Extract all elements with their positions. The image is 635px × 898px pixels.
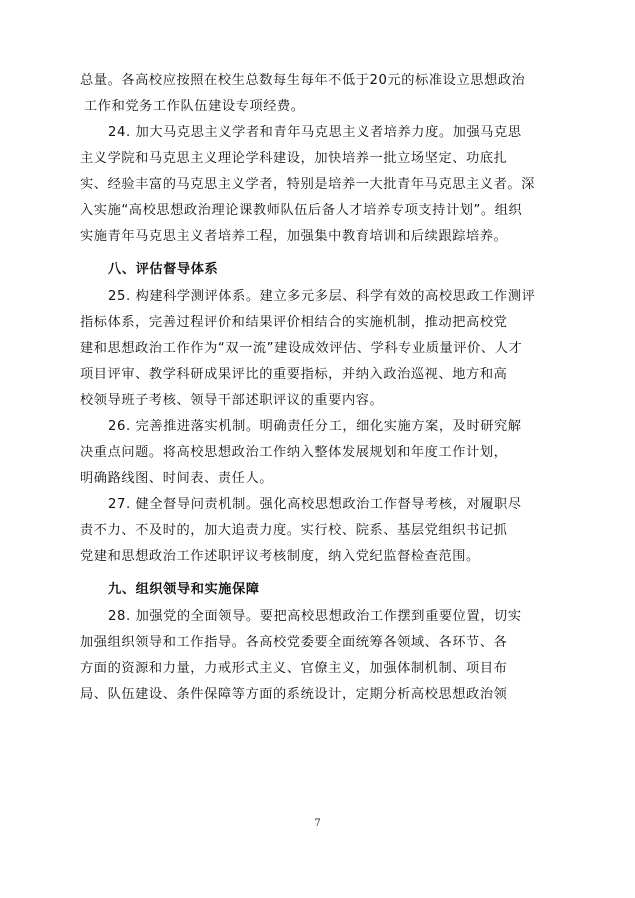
section-heading-evaluation: 八、评估督导体系 <box>108 262 219 277</box>
text-line: 校领导班子考核、领导干部述职评议的重要内容。 <box>80 393 384 408</box>
text-line: 主义学院和马克思主义理论学科建设，加快培养一批立场坚定、功底扎 <box>80 151 508 166</box>
text-line: 实、经验丰富的马克思主义学者，特别是培养一大批青年马克思主义者。深 <box>80 177 535 192</box>
text-line: 党建和思想政治工作述职评议考核制度，纳入党纪监督检查范围。 <box>80 549 480 564</box>
text-line: 28. 加强党的全面领导。要把高校思想政治工作摆到重要位置，切实 <box>108 609 522 624</box>
text-line: 27. 健全督导问责机制。强化高校思想政治工作督导考核，对履职尽 <box>108 497 522 512</box>
text-line: 建和思想政治工作作为“双一流”建设成效评估、学科专业质量评价、人才 <box>80 341 523 356</box>
text-line: 责不力、不及时的，加大追责力度。实行校、院系、基层党组织书记抓 <box>80 523 508 538</box>
text-line: 加强组织领导和工作指导。各高校党委要全面统筹各领域、各环节、各 <box>80 635 508 650</box>
paragraph-funding <box>80 68 550 120</box>
text-line: 入实施“高校思想政治理论课教师队伍后备人才培养专项支持计划”。组织 <box>80 203 523 218</box>
text-line: 26. 完善推进落实机制。明确责任分工，细化实施方案，及时研究解 <box>108 419 522 434</box>
paragraph-28 <box>80 604 550 708</box>
text-line: 项目评审、教学科研成果评比的重要指标，并纳入政治巡视、地方和高 <box>80 367 508 382</box>
text-line: 总量。各高校应按照在校生总数每生每年不低于20元的标准设立思想政治 <box>80 73 526 88</box>
text-line: 指标体系，完善过程评价和结果评价相结合的实施机制，推动把高校党 <box>80 315 508 330</box>
paragraph-27 <box>80 492 550 570</box>
document-body <box>80 68 550 708</box>
section-heading-leadership: 九、组织领导和实施保障 <box>108 582 260 597</box>
text-line: 工作和党务工作队伍建设专项经费。 <box>84 99 305 114</box>
paragraph-24 <box>80 120 550 250</box>
paragraph-26 <box>80 414 550 492</box>
text-line: 实施青年马克思主义者培养工程，加强集中教育培训和后续跟踪培养。 <box>80 229 508 244</box>
text-line: 方面的资源和力量，力戒形式主义、官僚主义，加强体制机制、项目布 <box>80 661 508 676</box>
text-line: 明确路线图、时间表、责任人。 <box>80 471 274 486</box>
text-line: 24. 加大马克思主义学者和青年马克思主义者培养力度。加强马克思 <box>108 125 522 140</box>
text-line: 决重点问题。将高校思想政治工作纳入整体发展规划和年度工作计划， <box>80 445 508 460</box>
text-line: 25. 构建科学测评体系。建立多元多层、科学有效的高校思政工作测评 <box>108 289 536 304</box>
page-number: 7 <box>314 818 321 829</box>
paragraph-25 <box>80 284 550 414</box>
text-line: 局、队伍建设、条件保障等方面的系统设计，定期分析高校思想政治领 <box>80 687 508 702</box>
